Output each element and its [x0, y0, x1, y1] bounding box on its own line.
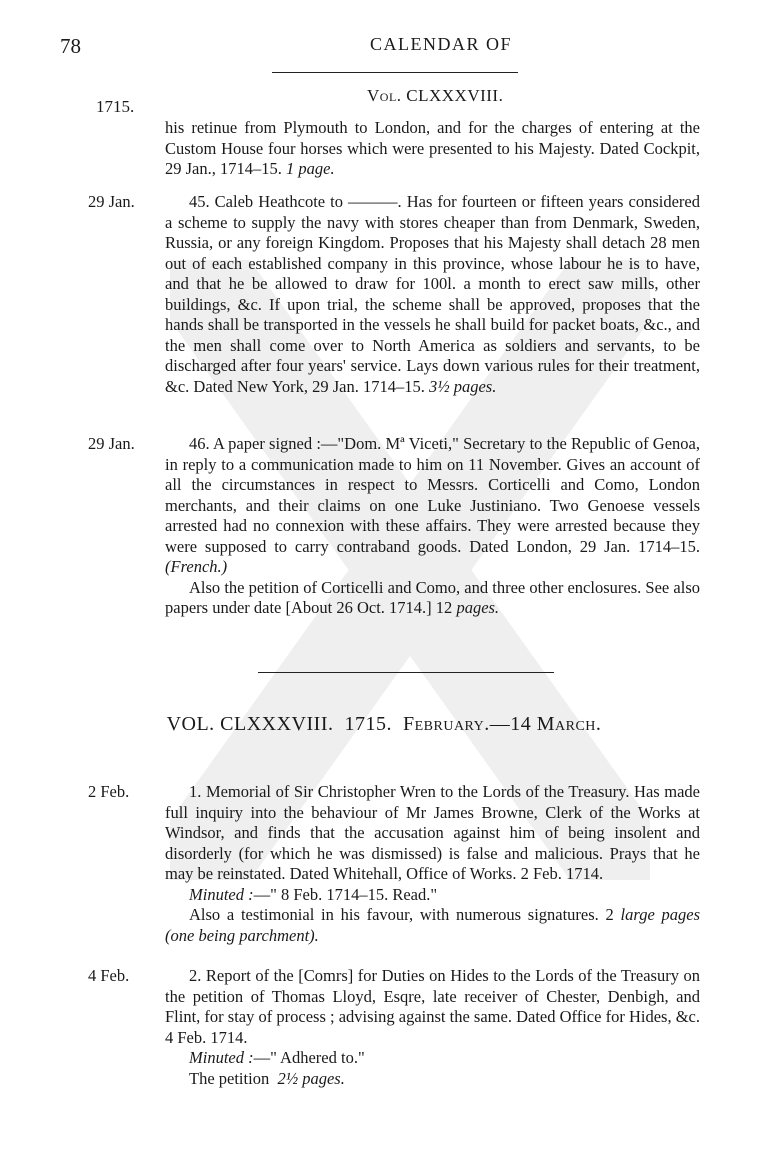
- section-year: 1715.: [344, 713, 392, 735]
- minuted-text: —" 8 Feb. 1714–15. Read.": [253, 884, 438, 904]
- entry-continuation: [165, 118, 700, 180]
- entry-text: 46. A paper signed :—"Dom. Mª Viceti," Secretary to the Republic of Genoa, in reply to a communication made to him on 11 November. Gives an account of all the circumstances in respect to Messrs. Corticelli and Como, London merchants, and their claims on one Luke Justiniano. Two Genoese vessels arrested had no connexion with these affairs. They were arrested because they were supposed to carry contraband goods. Dated London, 29 Jan. 1714–15.: [165, 434, 700, 556]
- section-range: February.—14 March.: [402, 713, 602, 735]
- entry-pages: pages.: [456, 598, 500, 617]
- entry-pages: 3½ pages.: [428, 376, 497, 396]
- entry-text: 45. Caleb Heathcote to ———. Has for fourteen or fifteen years considered a scheme to supply the navy with stores cheaper than from Denmark, Sweden, Russia, or any foreign Kingdom. Proposes that his Majesty shall detach 28 men out of each established company in this province, whose labour he is to have, and that he be allowed to draw for 100l. a month to erect saw mills, other buildings, &c. If upon trial, the scheme shall be approved, proposes that the hands shall be transported in the vessels he shall build for packet boats, &c., and the men shall come over to North America as soldiers and servants, to be discharged after four years' service. Lays down various rules for their treatment, &c. Dated New York, 29 Jan. 1714–15.: [165, 192, 700, 396]
- entry-pages: large pages (one being parchment).: [165, 905, 700, 945]
- minuted-label: Minuted :: [189, 884, 254, 904]
- entry-pages: 1 page.: [286, 159, 335, 178]
- entry-feb-1: [165, 782, 700, 946]
- entry-language: (French.): [165, 557, 228, 576]
- volume-heading: Vol. CLXXXVIII.: [367, 86, 504, 105]
- section-volume: VOL. CLXXXVIII.: [166, 713, 334, 735]
- entry-date: 29 Jan.: [88, 434, 135, 453]
- entry-date: 29 Jan.: [88, 192, 135, 211]
- entry-45: [165, 192, 700, 397]
- minuted-label: Minuted :: [189, 1048, 254, 1067]
- entry-feb-2: [165, 966, 700, 1089]
- page-number: 78: [60, 34, 81, 58]
- entry-text: 1. Memorial of Sir Christopher Wren to the Lords of the Treasury. Has made full inquiry into the behaviour of Mr James Browne, Clerk of the Works at Windsor, and finds that the accusation against him of being insolent and disorderly (for which he was dismissed) is false and malicious. Prays that he may be reinstated. Dated Whitehall, Office of Works. 2 Feb. 1714.: [165, 782, 700, 883]
- entry-extra: Also the petition of Corticelli and Como, and three other enclosures. See also papers under date [About 26 Oct. 1714.] 12: [165, 577, 700, 617]
- header-rule: [272, 72, 518, 73]
- year-margin: 1715.: [96, 97, 135, 116]
- section-heading: [0, 713, 768, 736]
- section-rule: [258, 672, 554, 673]
- entry-pages: 2½ pages.: [277, 1068, 345, 1088]
- entry-text: his retinue from Plymouth to London, and for the charges of entering at the Custom House four horses which were presented to his Majesty. Dated Cockpit, 29 Jan., 1714–15.: [165, 118, 700, 178]
- entry-text: 2. Report of the [Comrs] for Duties on Hides to the Lords of the Treasury on the petition of Thomas Lloyd, Esqre, late receiver of Chester, Denbigh, and Flint, for stay of process ; advising against the same. Dated Office for Hides, &c. 4 Feb. 1714.: [165, 966, 700, 1047]
- entry-date: 4 Feb.: [88, 966, 130, 985]
- entry-date: 2 Feb.: [88, 782, 130, 801]
- running-title: CALENDAR OF: [370, 34, 513, 54]
- entry-extra: Also a testimonial in his favour, with numerous signatures. 2: [189, 905, 614, 924]
- minuted-text: —" Adhered to.": [253, 1048, 365, 1067]
- entry-46: [165, 434, 700, 619]
- entry-extra: The petition: [189, 1068, 270, 1088]
